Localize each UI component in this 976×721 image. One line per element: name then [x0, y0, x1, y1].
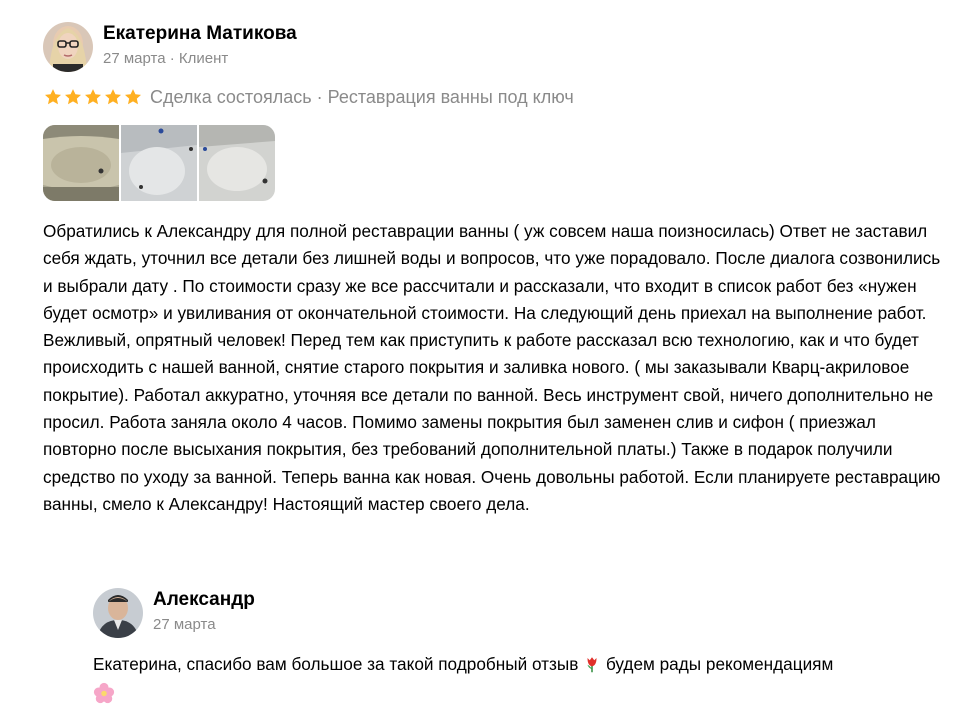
star-icon — [83, 87, 103, 107]
reply-header — [93, 588, 933, 638]
tulip-emoji-icon — [583, 655, 601, 673]
star-icon — [103, 87, 123, 107]
reply-date: 27 марта — [153, 615, 216, 633]
review-photos — [43, 125, 943, 201]
flower-emoji-icon — [93, 682, 115, 704]
rating-row — [43, 84, 943, 110]
review-photo[interactable] — [43, 125, 119, 201]
review-photo[interactable] — [121, 125, 197, 201]
review-card — [43, 22, 943, 518]
deal-info: Сделка состоялась · Реставрация ванны под ключ — [150, 86, 574, 107]
review-text: Обратились к Александру для полной реставрации ванны ( уж совсем наша поизносилась) Ответ не заставил себя ждать, уточнил все детали без лишней воды и вопросов, что уже порадовало. После диалога созвонились и выбрали дату . По стоимости сразу же все рассчитали и рассказали, что входит в список работ без «нужен будет осмотр» и увиливания от окончательной стоимости. На следующий день приехал на выполнение работ. Вежливый, опрятный человек! Перед тем как приступить к работе рассказал всю технологию, как и что будет происходить с нашей ванной, снятие старого покрытия и заливка нового. ( мы заказывали Кварц-акриловое покрытие). Работал аккуратно, уточняя все детали по ванной. Весь инструмент свой, ничего дополнительно не просил. Работа заняла около 4 часов. Помимо замены покрытия был заменен слив и сифон ( приезжал повторно после высыхания покрытия, без требований дополнительной платы.) Также в подарок получили средство по уходу за ванной. Теперь ванна как новая. Очень довольны работой. Если планируете реставрацию ванны, смело к Александру! Настоящий мастер своего дела. — [43, 221, 941, 514]
reply-text — [93, 651, 933, 710]
author-block — [153, 588, 255, 635]
owner-reply — [93, 588, 933, 710]
author-block — [103, 22, 297, 69]
star-icon — [123, 87, 143, 107]
reply-text-part1: Екатерина, спасибо вам большое за такой подробный отзыв — [93, 654, 579, 674]
star-rating — [43, 87, 143, 107]
star-icon — [43, 87, 63, 107]
review-header — [43, 22, 943, 72]
review-meta: 27 марта · Клиент — [103, 49, 229, 67]
reply-author-name[interactable]: Александр — [153, 588, 255, 610]
author-name[interactable]: Екатерина Матикова — [103, 22, 297, 44]
avatar[interactable] — [43, 22, 93, 72]
reply-text-part2: будем рады рекомендациям — [605, 654, 834, 674]
star-icon — [63, 87, 83, 107]
review-photo[interactable] — [199, 125, 275, 201]
avatar[interactable] — [93, 588, 143, 638]
